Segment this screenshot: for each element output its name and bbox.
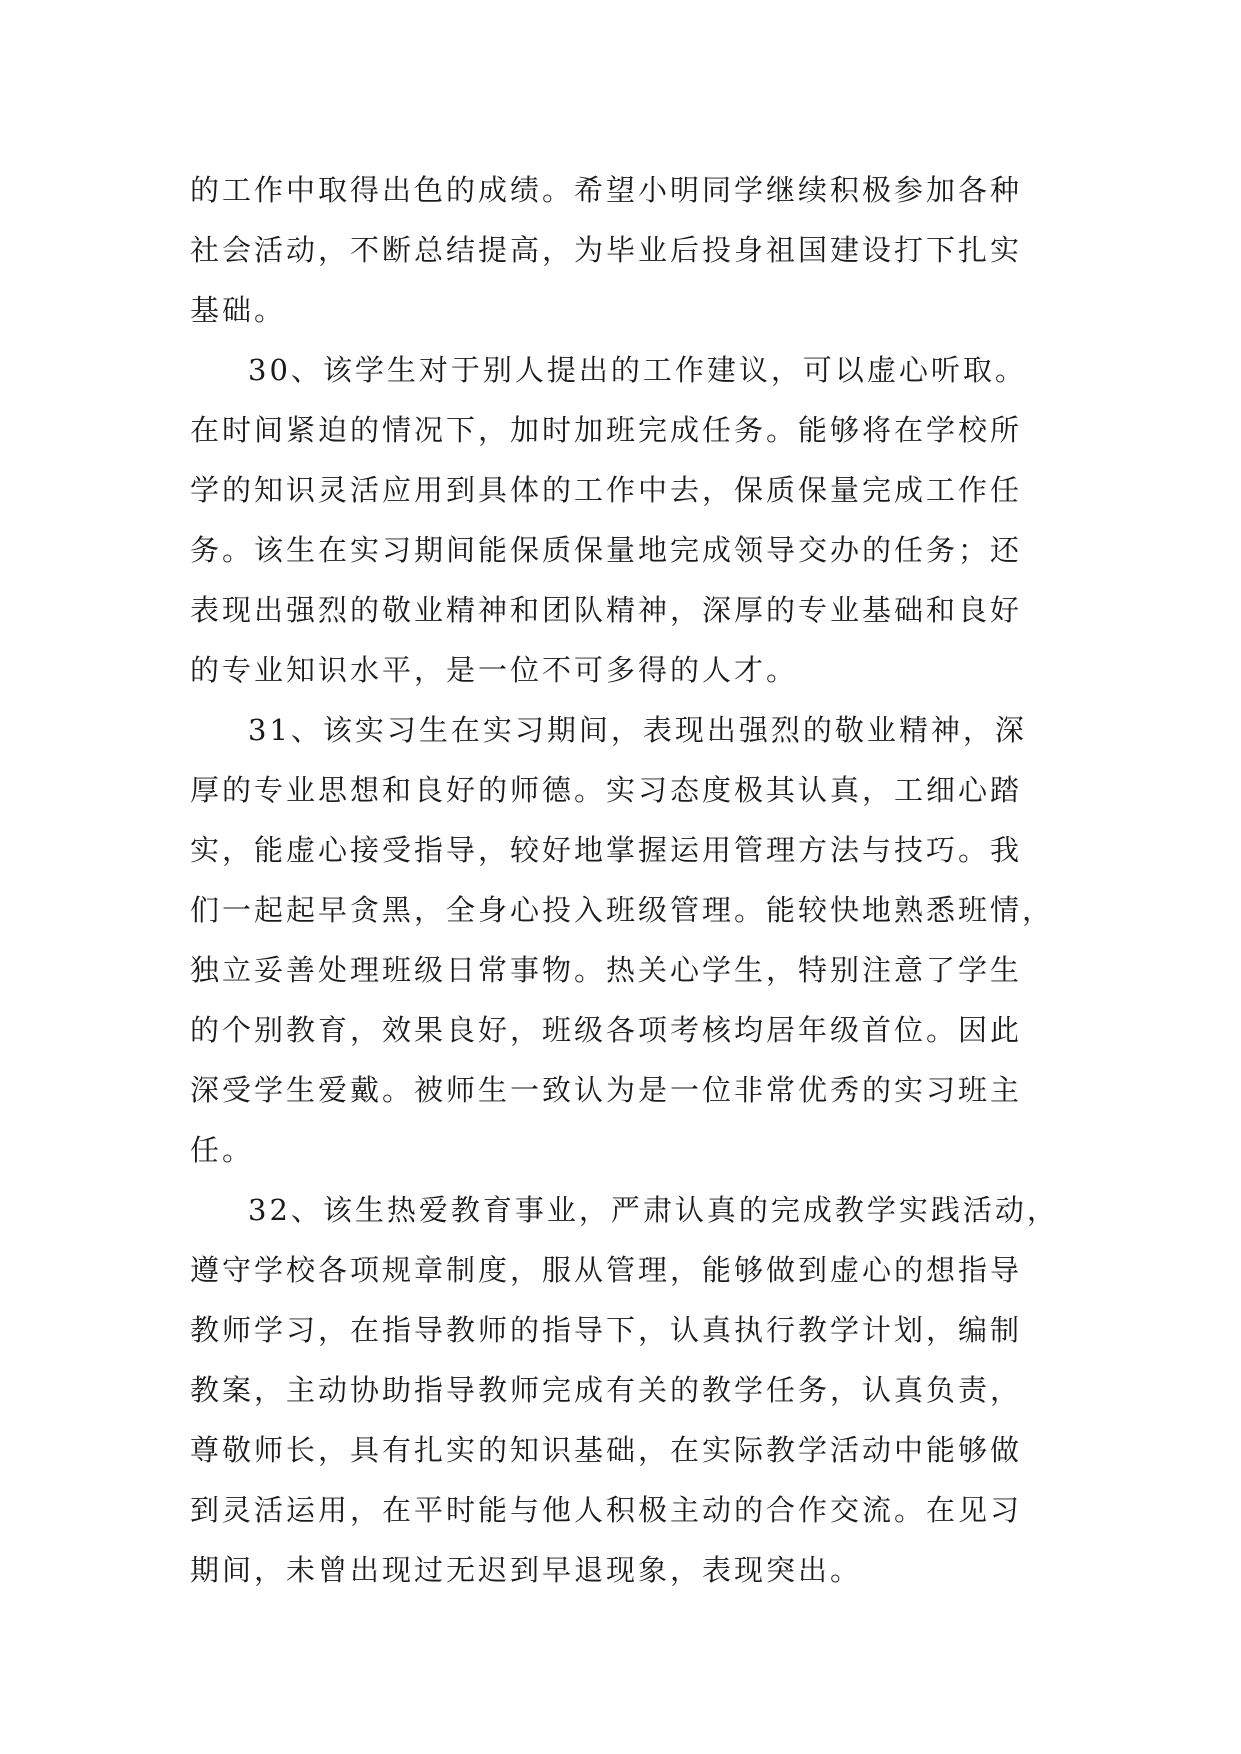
paragraph-32-start: 32、该生热爱教育事业，严肃认真的完成教学实践活动， [248, 1193, 1059, 1227]
text-line: 教师学习，在指导教师的指导下，认真执行教学计划，编制 [190, 1313, 1023, 1347]
text-line: 的工作中取得出色的成绩。希望小明同学继续积极参加各种 [190, 173, 1023, 207]
text-line: 厚的专业思想和良好的师德。实习态度极其认真，工细心踏 [190, 773, 1023, 807]
text-line: 基础。 [190, 293, 287, 327]
text-line: 深受学生爱戴。被师生一致认为是一位非常优秀的实习班主 [190, 1073, 1023, 1107]
text-line: 到灵活运用，在平时能与他人积极主动的合作交流。在见习 [190, 1493, 1023, 1527]
text-line: 社会活动，不断总结提高，为毕业后投身祖国建设打下扎实 [190, 233, 1023, 267]
text-line: 遵守学校各项规章制度，服从管理，能够做到虚心的想指导 [190, 1253, 1023, 1287]
text-line: 实，能虚心接受指导，较好地掌握运用管理方法与技巧。我 [190, 833, 1023, 867]
paragraph-30-start: 30、该学生对于别人提出的工作建议，可以虚心听取。 [248, 353, 1027, 387]
text-line: 的个别教育，效果良好，班级各项考核均居年级首位。因此 [190, 1013, 1023, 1047]
paragraph-31-start: 31、该实习生在实习期间，表现出强烈的敬业精神，深 [248, 713, 1027, 747]
text-line: 表现出强烈的敬业精神和团队精神，深厚的专业基础和良好 [190, 593, 1023, 627]
text-line: 教案，主动协助指导教师完成有关的教学任务，认真负责， [190, 1373, 1023, 1407]
text-line: 在时间紧迫的情况下，加时加班完成任务。能够将在学校所 [190, 413, 1023, 447]
text-line: 独立妥善处理班级日常事物。热关心学生，特别注意了学生 [190, 953, 1023, 987]
text-line: 的专业知识水平，是一位不可多得的人才。 [190, 653, 799, 687]
text-line: 务。该生在实习期间能保质保量地完成领导交办的任务；还 [190, 533, 1023, 567]
text-line: 们一起起早贪黑，全身心投入班级管理。能较快地熟悉班情， [190, 893, 1055, 927]
text-line: 任。 [190, 1133, 255, 1167]
document-body [190, 160, 1060, 1600]
text-line: 期间，未曾出现过无迟到早退现象，表现突出。 [190, 1553, 863, 1587]
text-line: 学的知识灵活应用到具体的工作中去，保质保量完成工作任 [190, 473, 1023, 507]
text-line: 尊敬师长，具有扎实的知识基础，在实际教学活动中能够做 [190, 1433, 1023, 1467]
